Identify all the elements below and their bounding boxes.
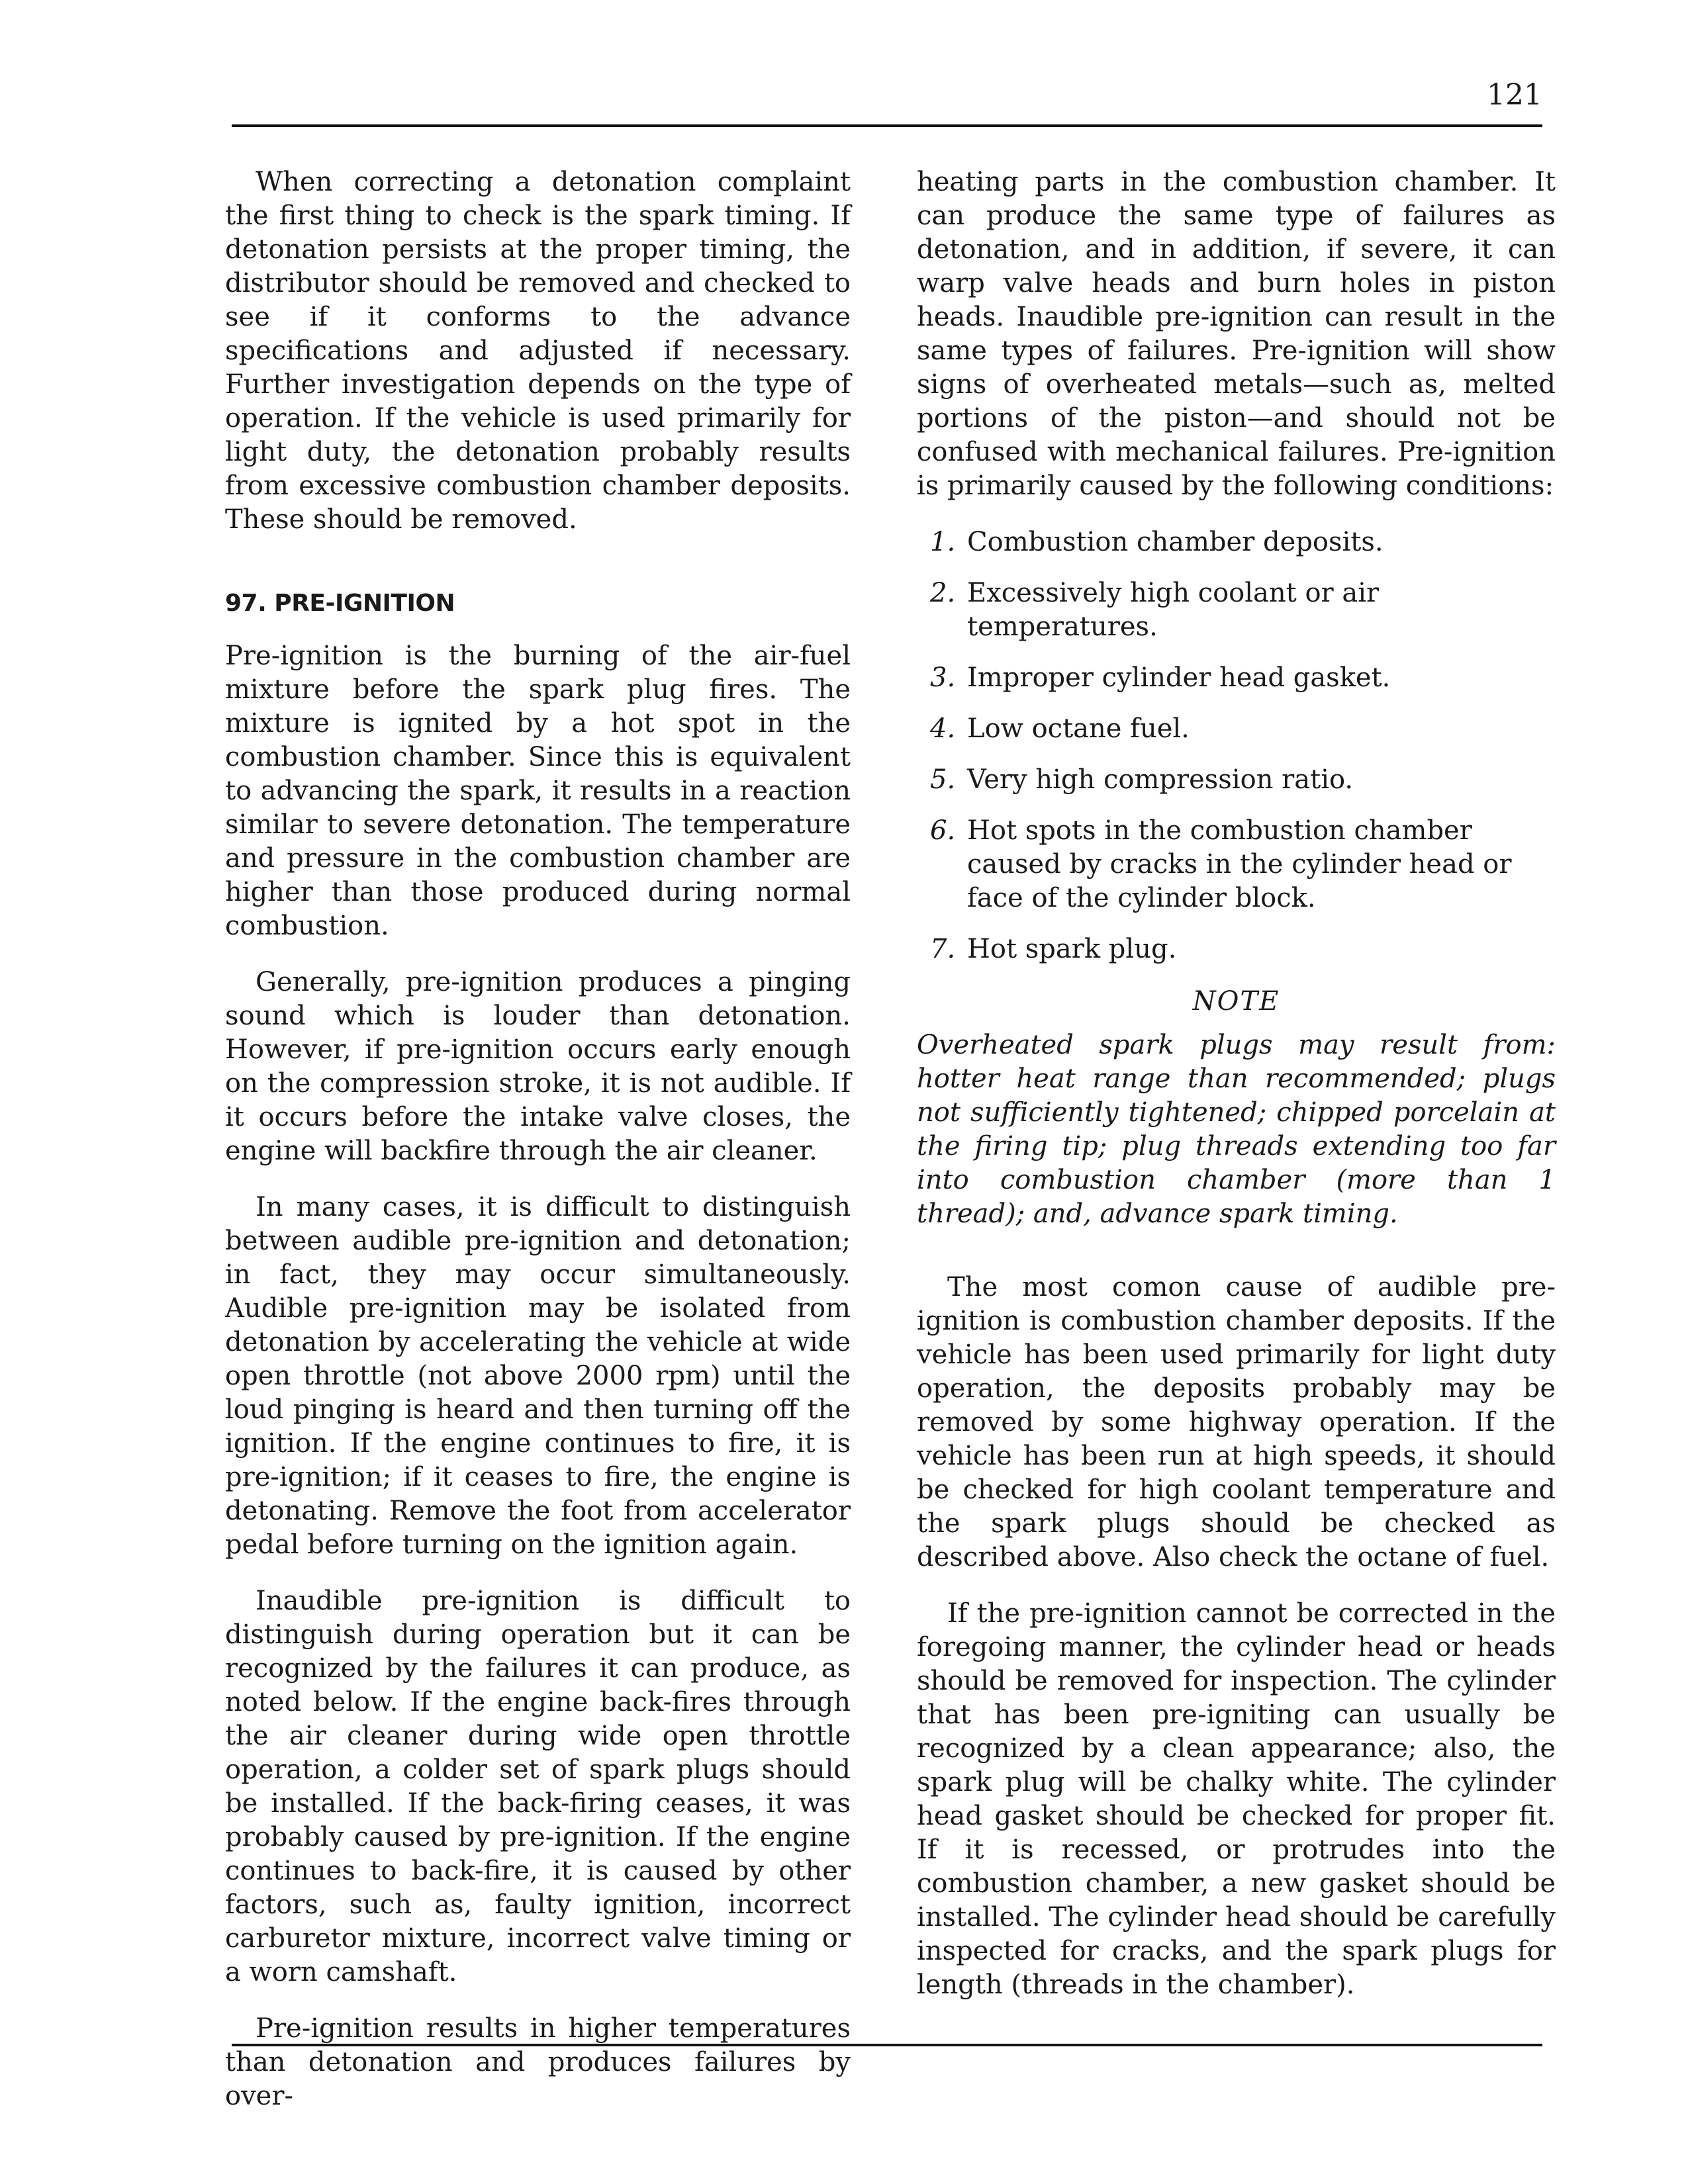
- left-column: [225, 165, 851, 2136]
- note-body: Overheated spark plugs may result from: hotter heat range than recommended; plugs not sufficiently tightened; chipped porcelain at the firing tip; plug threads extending too far into combustion chamber (more than 1 thread); and, advance spark timing.: [917, 1030, 1556, 1229]
- paragraph: When correcting a detonation complaint the first thing to check is the spark timing. If detonation persists at the proper timing, the distributor should be removed and checked to see if it conforms to the advance specifications and adjusted if necessary. Further investigation depends on the type of operation. If the vehicle is used primarily for light duty, the detonation probably results from excessive combustion chamber deposits. These should be removed.: [225, 167, 851, 535]
- right-column: [917, 165, 1556, 2025]
- conditions-list: [917, 525, 1556, 966]
- list-number: 5.: [930, 764, 956, 795]
- list-item: [917, 576, 1556, 644]
- paragraph: Generally, pre-ignition produces a pinging sound which is louder than detonation. However, if pre-ignition occurs early enough on the compression stroke, it is not audible. If it occurs before the intake valve closes, the engine will backfire through the air cleaner.: [225, 967, 851, 1166]
- list-item: [917, 763, 1556, 797]
- paragraph: Inaudible pre-ignition is difficult to distinguish during operation but it can be recognized by the failures it can produce, as noted below. If the engine back-fires through the air cleaner during wide open throttle operation, a colder set of spark plugs should be installed. If the back-firing ceases, it was probably caused by pre-ignition. If the engine continues to back-fire, it is caused by other factors, such as, faulty ignition, incorrect carburetor mixture, incorrect valve timing or a worn camshaft.: [225, 1586, 851, 1987]
- list-item: [917, 814, 1556, 915]
- section-heading: 97. PRE-IGNITION: [225, 590, 455, 617]
- paragraph: The most comon cause of audible pre-ignition is combustion chamber deposits. If the vehicle has been used primarily for light duty operation, the deposits probably may be removed by some highway operation. If the vehicle has been run at high speeds, it should be checked for high coolant temperature and the spark plugs should be checked as described above. Also check the octane of fuel.: [917, 1272, 1556, 1572]
- list-number: 3.: [930, 662, 956, 693]
- list-number: 2.: [930, 578, 956, 608]
- list-text: Low octane fuel.: [967, 713, 1190, 744]
- list-text: Combustion chamber deposits.: [967, 527, 1383, 557]
- list-item: [917, 525, 1556, 559]
- footer-rule: [232, 2044, 1542, 2046]
- paragraph: Pre-ignition is the burning of the air-fuel mixture before the spark plug fires. The mixture is ignited by a hot spot in the combustion chamber. Since this is equivalent to advancing the spark, it results in a reaction similar to severe detonation. The temperature and pressure in the combustion chamber are higher than those produced during normal combustion.: [225, 641, 851, 941]
- header-rule: [232, 124, 1542, 127]
- list-number: 6.: [930, 815, 956, 846]
- page-number: 121: [1487, 78, 1542, 112]
- list-item: [917, 933, 1556, 966]
- paragraph: If the pre-ignition cannot be corrected in the foregoing manner, the cylinder head or heads should be removed for inspection. The cylinder that has been pre-igniting can usually be recognized by a clean appearance; also, the spark plug will be chalky white. The cylinder head gasket should be checked for proper fit. If it is recessed, or protrudes into the combustion chamber, a new gasket should be installed. The cylinder head should be carefully inspected for cracks, and the spark plugs for length (threads in the chamber).: [917, 1598, 1556, 2000]
- paragraph: heating parts in the combustion chamber. It can produce the same type of failures as detonation, and in addition, if severe, it can warp valve heads and burn holes in piston heads. Inaudible pre-ignition can result in the same types of failures. Pre-ignition will show signs of overheated metals—such as, melted portions of the piston—and should not be confused with mechanical failures. Pre-ignition is primarily caused by the following conditions:: [917, 167, 1556, 501]
- list-number: 7.: [930, 934, 956, 964]
- list-text: Excessively high coolant or air temperatures.: [967, 578, 1380, 642]
- paragraph: Pre-ignition results in higher temperatures than detonation and produces failures by over-: [225, 2013, 851, 2111]
- list-number: 1.: [930, 527, 956, 557]
- list-number: 4.: [930, 713, 956, 744]
- list-item: [917, 712, 1556, 746]
- list-text: Very high compression ratio.: [967, 764, 1354, 795]
- note-title: NOTE: [1192, 986, 1280, 1017]
- paragraph: In many cases, it is difficult to distinguish between audible pre-ignition and detonation; in fact, they may occur simultaneously. Audible pre-ignition may be isolated from detonation by accelerating the vehicle at wide open throttle (not above 2000 rpm) until the loud pinging is heard and then turning off the ignition. If the engine continues to fire, it is pre-ignition; if it ceases to fire, the engine is detonating. Remove the foot from accelerator pedal before turning on the ignition again.: [225, 1192, 851, 1560]
- list-text: Hot spark plug.: [967, 934, 1177, 964]
- list-item: [917, 661, 1556, 695]
- list-text: Hot spots in the combustion chamber caused by cracks in the cylinder head or face of the cylinder block.: [967, 815, 1512, 913]
- list-text: Improper cylinder head gasket.: [967, 662, 1391, 693]
